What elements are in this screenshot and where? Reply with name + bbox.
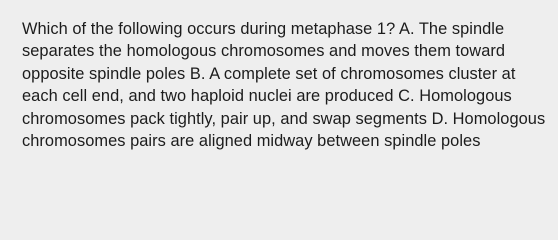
question-text: Which of the following occurs during metaphase 1? A. The spindle separates the homologous chromosomes and moves them toward opposite spindle poles B. A complete set of chromosomes cluster at each cell end, and two haploid nuclei are produced C. Homologous chromosomes pack tightly, pair up, and swap segments D. Homologous chromosomes pairs are aligned midway between spindle poles [22, 20, 546, 151]
